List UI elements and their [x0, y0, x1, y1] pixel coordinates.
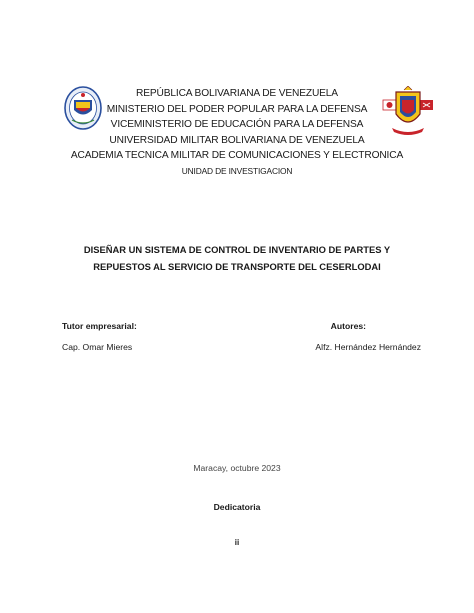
header-line-ministry: MINISTERIO DEL PODER POPULAR PARA LA DEFENSA: [106, 103, 368, 115]
place-date: Maracay, octubre 2023: [193, 463, 281, 473]
title-line-1: DISEÑAR UN SISTEMA DE CONTROL DE INVENTARIO DE PARTES Y: [83, 244, 391, 255]
header-line-viceministry: VICEMINISTERIO DE EDUCACIÓN PARA LA DEFENSA: [110, 119, 364, 131]
tutor-name: Cap. Omar Mieres: [62, 342, 133, 352]
author-name: Alfz. Hernández Hernández: [315, 342, 421, 352]
dedication-heading: Dedicatoria: [213, 502, 261, 512]
page-number: ii: [234, 538, 240, 547]
header-line-republic: REPÚBLICA BOLIVARIANA DE VENEZUELA: [136, 88, 338, 99]
title-line-2: REPUESTOS AL SERVICIO DE TRANSPORTE DEL CESERLODAI: [93, 261, 381, 272]
header-line-academy: ACADEMIA TECNICA MILITAR DE COMUNICACIONES Y ELECTRONICA: [70, 150, 404, 162]
tutor-label: Tutor empresarial:: [62, 321, 137, 331]
document-title: [40, 241, 434, 275]
authors-label: Autores:: [330, 321, 366, 331]
header-line-university: UNIVERSIDAD MILITAR BOLIVARIANA DE VENEZUELA: [109, 134, 365, 146]
header-line-unit: UNIDAD DE INVESTIGACION: [181, 165, 293, 176]
institution-header: [60, 86, 414, 178]
